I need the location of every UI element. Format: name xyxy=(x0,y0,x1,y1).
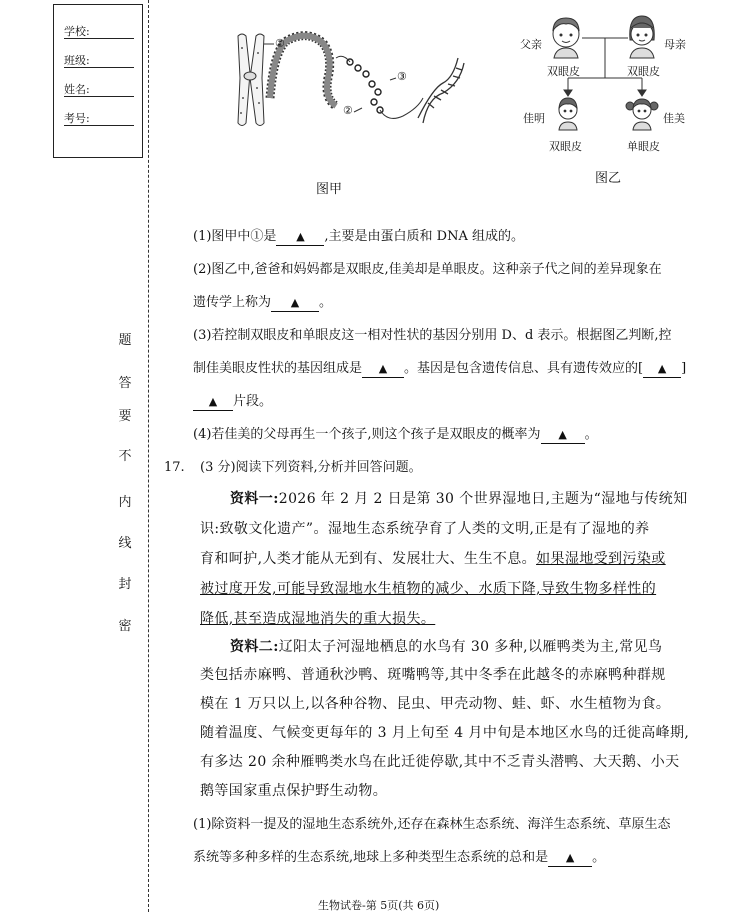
binding-char: 题 xyxy=(118,333,132,348)
material2-line3: 模在 1 万只以上,以各种谷物、昆虫、甲壳动物、蛙、虾、水生植物为食。 xyxy=(200,696,671,712)
material1-label: 资料一: xyxy=(230,491,279,507)
material1-line1 xyxy=(230,490,688,508)
material2-line6: 鹅等国家重点保护野生动物。 xyxy=(200,783,388,799)
q16-part1 xyxy=(193,229,524,246)
q16-part2-line1: (2)图乙中,爸爸和妈妈都是双眼皮,佳美却是单眼皮。这种亲子代之间的差异现象在 xyxy=(193,262,662,277)
mother-icon xyxy=(630,16,655,58)
dna-helix-icon xyxy=(418,58,464,123)
father-icon xyxy=(553,18,579,58)
school-field xyxy=(64,23,134,39)
figure-b-caption: 图乙 xyxy=(595,171,622,186)
name-label: 姓名: xyxy=(64,83,90,96)
figure-a-label-2: ② xyxy=(343,104,353,117)
answer-blank[interactable]: ▲ xyxy=(276,229,324,246)
q16-part3-text: 制佳美眼皮性状的基因组成是 xyxy=(193,361,363,376)
binding-char: 内 xyxy=(118,495,132,510)
material1-line4: 被过度开发,可能导致湿地水生植物的减少、水质下降,导致生物多样性的 xyxy=(200,581,657,597)
figure-a-label-3: ③ xyxy=(397,70,407,83)
q17-part1-line1: (1)除资料一提及的湿地生态系统外,还存在森林生态系统、海洋生态系统、草原生态 xyxy=(193,817,671,832)
q16-part1-text: (1)图甲中①是 xyxy=(193,229,277,244)
q16-part3-text-end: 片段。 xyxy=(233,394,273,409)
q16-part2-text: 遗传学上称为 xyxy=(193,295,272,310)
material2-line4: 随着温度、气候变更每年的 3 月上旬至 4 月中旬是本地区水鸟的迁徙高峰期, xyxy=(200,725,690,741)
binding-dashed-line xyxy=(148,0,149,912)
answer-blank[interactable]: ▲ xyxy=(541,427,585,444)
answer-blank[interactable]: ▲ xyxy=(271,295,319,312)
q17-part1-text: 系统等多种多样的生态系统,地球上多种类型生态系统的总和是 xyxy=(193,850,549,865)
q16-part3-line2 xyxy=(193,361,686,378)
exam-no-label: 考号: xyxy=(64,112,90,125)
material2-line5: 有多达 20 余种雁鸭类水鸟在此迁徙停歇,其中不乏青头潜鸭、大天鹅、小天 xyxy=(200,754,680,770)
q16-part1-text-end: ,主要是由蛋白质和 DNA 组成的。 xyxy=(324,229,525,244)
school-label: 学校: xyxy=(64,25,90,38)
q16-part2-line2 xyxy=(193,295,332,312)
figure-a-label-1: ① xyxy=(275,37,285,50)
class-field xyxy=(64,52,134,68)
q17-part1-line2 xyxy=(193,850,605,867)
student-info-box xyxy=(53,4,143,158)
father-label: 父亲 xyxy=(520,38,542,51)
material1-text: 2026 年 2 月 2 日是第 30 个世界湿地日,主题为“湿地与传统知 xyxy=(278,491,688,507)
binding-char: 答 xyxy=(118,376,132,391)
figure-a-chromosome-dna xyxy=(228,28,478,138)
daughter-label: 佳美 xyxy=(663,112,685,125)
material2-label: 资料二: xyxy=(230,639,279,655)
class-label: 班级: xyxy=(64,54,90,67)
q17-part1-text-end: 。 xyxy=(592,850,606,865)
q16-part3-line1: (3)若控制双眼皮和单眼皮这一相对性状的基因分别用 D、d 表示。根据图乙判断,控 xyxy=(193,328,672,343)
q16-part4-text-end: 。 xyxy=(584,427,598,442)
material2-text: 辽阳太子河湿地栖息的水鸟有 30 多种,以雁鸭类为主,常见鸟 xyxy=(278,639,663,655)
material2-line2: 类包括赤麻鸭、普通秋沙鸭、斑嘴鸭等,其中冬季在此越冬的赤麻鸭种群规 xyxy=(200,667,666,683)
name-field xyxy=(64,81,134,97)
answer-blank[interactable]: ▲ xyxy=(643,361,681,378)
daughter-trait: 单眼皮 xyxy=(627,140,660,153)
page-footer: 生物试卷-第 5页(共 6页) xyxy=(318,899,440,912)
q16-part4 xyxy=(193,427,598,444)
material1-line5: 降低,甚至造成湿地消失的重大损失。 xyxy=(200,611,436,627)
q16-part3-text-mid: 。基因是包含遗传信息、具有遗传效应的[ xyxy=(404,361,644,376)
answer-blank[interactable]: ▲ xyxy=(193,394,233,411)
q17-number: 17. xyxy=(164,460,185,475)
material1-text: 育和呵护,人类才能从无到有、发展壮大、生生不息。 xyxy=(200,551,537,567)
material2-line1 xyxy=(230,638,662,656)
binding-char: 密 xyxy=(118,619,132,634)
son-icon xyxy=(559,98,577,130)
q16-part2-text-end: 。 xyxy=(319,295,333,310)
material1-line2: 识:致敬文化遗产”。湿地生态系统孕育了人类的文明,正是有了湿地的养 xyxy=(200,521,650,537)
binding-char: 线 xyxy=(118,536,132,551)
figure-a-caption: 图甲 xyxy=(316,182,343,197)
daughter-icon xyxy=(626,99,658,130)
q17-intro: (3 分)阅读下列资料,分析并回答问题。 xyxy=(200,460,422,475)
answer-blank[interactable]: ▲ xyxy=(548,850,592,867)
q16-part4-text: (4)若佳美的父母再生一个孩子,则这个孩子是双眼皮的概率为 xyxy=(193,427,541,442)
mother-label: 母亲 xyxy=(664,38,686,51)
mother-trait: 双眼皮 xyxy=(627,65,660,78)
material1-underlined: 如果湿地受到污染或 xyxy=(536,551,666,567)
material1-line3 xyxy=(200,550,666,568)
q16-part3-bracket: ] xyxy=(681,361,687,376)
exam-no-field xyxy=(64,110,134,126)
q16-part3-line3 xyxy=(193,394,272,411)
son-label: 佳明 xyxy=(523,112,545,125)
binding-char: 封 xyxy=(118,577,132,592)
binding-char: 要 xyxy=(118,409,132,424)
son-trait: 双眼皮 xyxy=(549,140,582,153)
answer-blank[interactable]: ▲ xyxy=(362,361,404,378)
father-trait: 双眼皮 xyxy=(547,65,580,78)
binding-char: 不 xyxy=(118,449,132,464)
